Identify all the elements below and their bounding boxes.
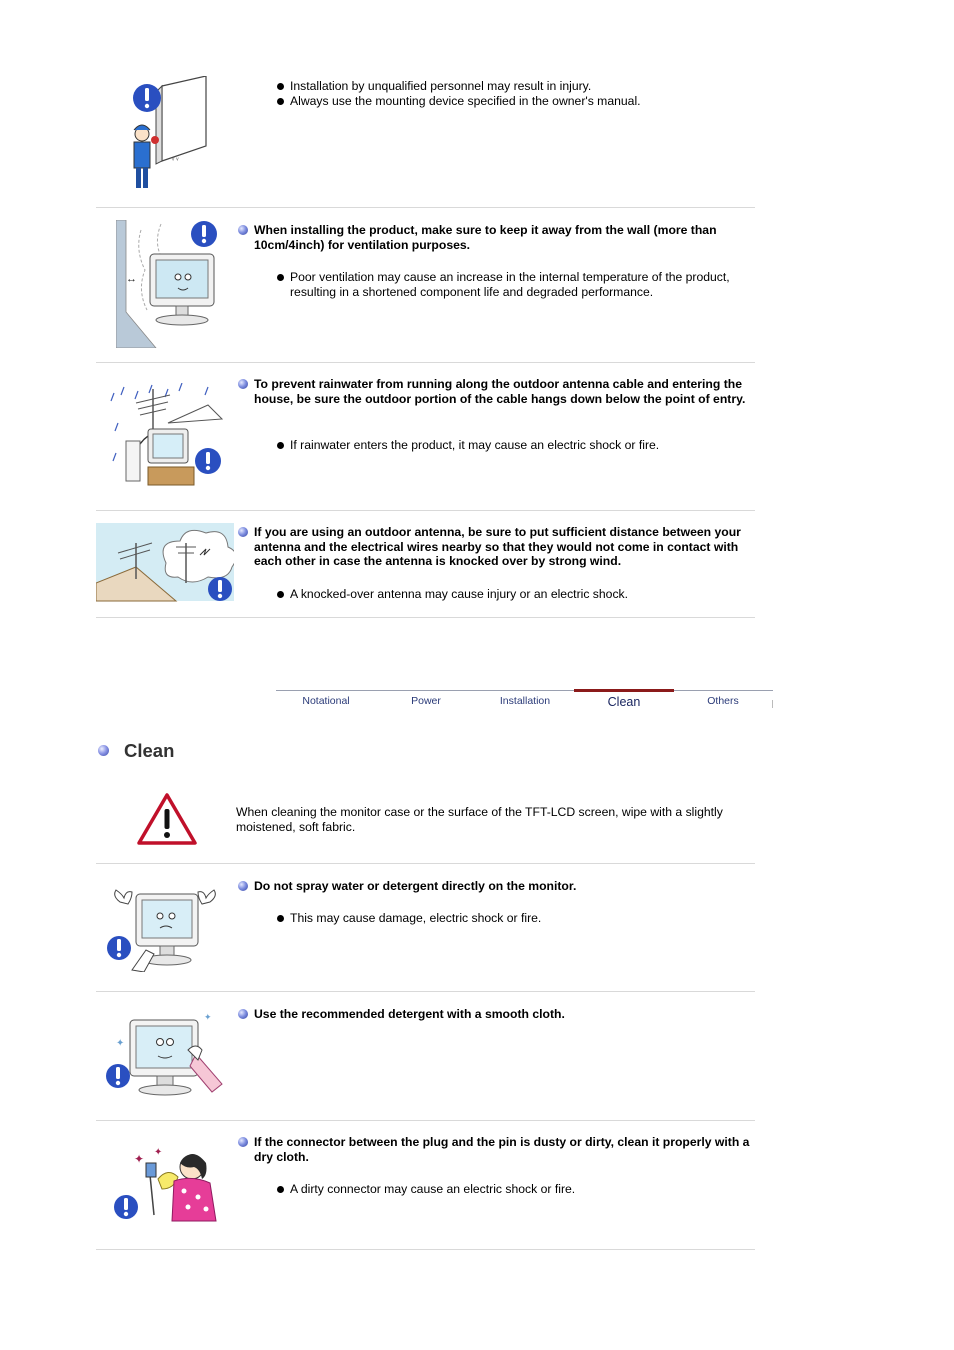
section-1-bullets bbox=[276, 79, 755, 108]
bullet-item: Installation by unqualified personnel may result in injury. bbox=[276, 79, 755, 94]
bullet-orb-icon bbox=[238, 527, 248, 537]
clean-section-1-bullets bbox=[276, 911, 755, 926]
svg-text:✦: ✦ bbox=[134, 1152, 145, 1166]
svg-text:✦: ✦ bbox=[154, 1147, 163, 1158]
bullet-item: A knocked-over antenna may cause injury or an electric shock. bbox=[276, 587, 755, 602]
svg-text:↔: ↔ bbox=[126, 273, 137, 285]
clean-section-detergent-cloth bbox=[96, 992, 755, 1121]
bullet-item: Always use the mounting device specified in the owner's manual. bbox=[276, 94, 755, 109]
page-title: Clean bbox=[98, 740, 174, 762]
illustration-outdoor-antenna-rain bbox=[108, 383, 248, 487]
section-3-bullets bbox=[276, 438, 755, 453]
tab-others[interactable]: Others bbox=[707, 695, 739, 707]
section-2-bullets bbox=[276, 270, 755, 299]
safety-section-antenna-distance bbox=[96, 511, 755, 618]
bullet-orb-icon bbox=[238, 225, 248, 235]
clean-intro-section bbox=[96, 780, 755, 864]
clean-section-connector bbox=[96, 1121, 755, 1250]
illustration-spray-monitor bbox=[106, 888, 246, 972]
bullet-orb-icon bbox=[238, 1009, 248, 1019]
title-orb-icon bbox=[98, 745, 109, 756]
illustration-wall-mount bbox=[122, 76, 262, 196]
svg-text:✦: ✦ bbox=[116, 1038, 125, 1049]
section-tab-bar bbox=[276, 690, 773, 715]
clean-section-2-heading: Use the recommended detergent with a smooth cloth. bbox=[238, 1007, 755, 1022]
svg-text:ᵛ ᵛ: ᵛ ᵛ bbox=[172, 157, 179, 164]
illustration-monitor-near-wall bbox=[116, 220, 256, 348]
bullet-item: This may cause damage, electric shock or fire. bbox=[276, 911, 755, 926]
tab-installation[interactable]: Installation bbox=[499, 695, 551, 707]
tab-divider bbox=[772, 700, 773, 708]
safety-section-ventilation bbox=[96, 208, 755, 363]
clean-section-1-heading: Do not spray water or detergent directly on the monitor. bbox=[238, 879, 755, 894]
tab-clean[interactable]: Clean bbox=[574, 689, 674, 709]
section-3-heading: To prevent rainwater from running along the outdoor antenna cable and entering the house, be sure the outdoor portion of the cable hangs down below the point of entry. bbox=[238, 377, 755, 406]
clean-section-3-bullets bbox=[276, 1182, 755, 1197]
bullet-item: A dirty connector may cause an electric shock or fire. bbox=[276, 1182, 755, 1197]
illustration-antenna-power-lines bbox=[96, 523, 236, 603]
bullet-item: Poor ventilation may cause an increase in the internal temperature of the product, resulting in a shortened component life and degraded performance. bbox=[276, 270, 755, 299]
clean-section-no-spray bbox=[96, 864, 755, 992]
bullet-orb-icon bbox=[238, 1137, 248, 1147]
tab-notational[interactable]: Notational bbox=[302, 695, 350, 707]
bullet-item: If rainwater enters the product, it may cause an electric shock or fire. bbox=[276, 438, 755, 453]
bullet-orb-icon bbox=[238, 881, 248, 891]
bullet-orb-icon bbox=[238, 379, 248, 389]
illustration-wipe-monitor bbox=[104, 1010, 244, 1102]
tab-power[interactable]: Power bbox=[411, 695, 441, 707]
section-2-heading: When installing the product, make sure to keep it away from the wall (more than 10cm/4inch) for ventilation purposes. bbox=[238, 223, 755, 252]
section-4-bullets bbox=[276, 587, 755, 602]
safety-section-rainwater bbox=[96, 363, 755, 511]
svg-text:✦: ✦ bbox=[204, 1012, 212, 1022]
clean-intro-text: When cleaning the monitor case or the surface of the TFT-LCD screen, wipe with a slightly moistened, soft fabric. bbox=[236, 805, 723, 834]
illustration-clean-plug bbox=[114, 1145, 254, 1227]
safety-section-install-personnel bbox=[96, 70, 755, 208]
section-4-heading: If you are using an outdoor antenna, be sure to put sufficient distance between your antenna and the electrical wires nearby so that they would not come in contact with each other in case the antenna is knocked over by strong wind. bbox=[238, 525, 755, 569]
clean-section-3-heading: If the connector between the plug and the pin is dusty or dirty, clean it properly with a dry cloth. bbox=[238, 1135, 755, 1164]
